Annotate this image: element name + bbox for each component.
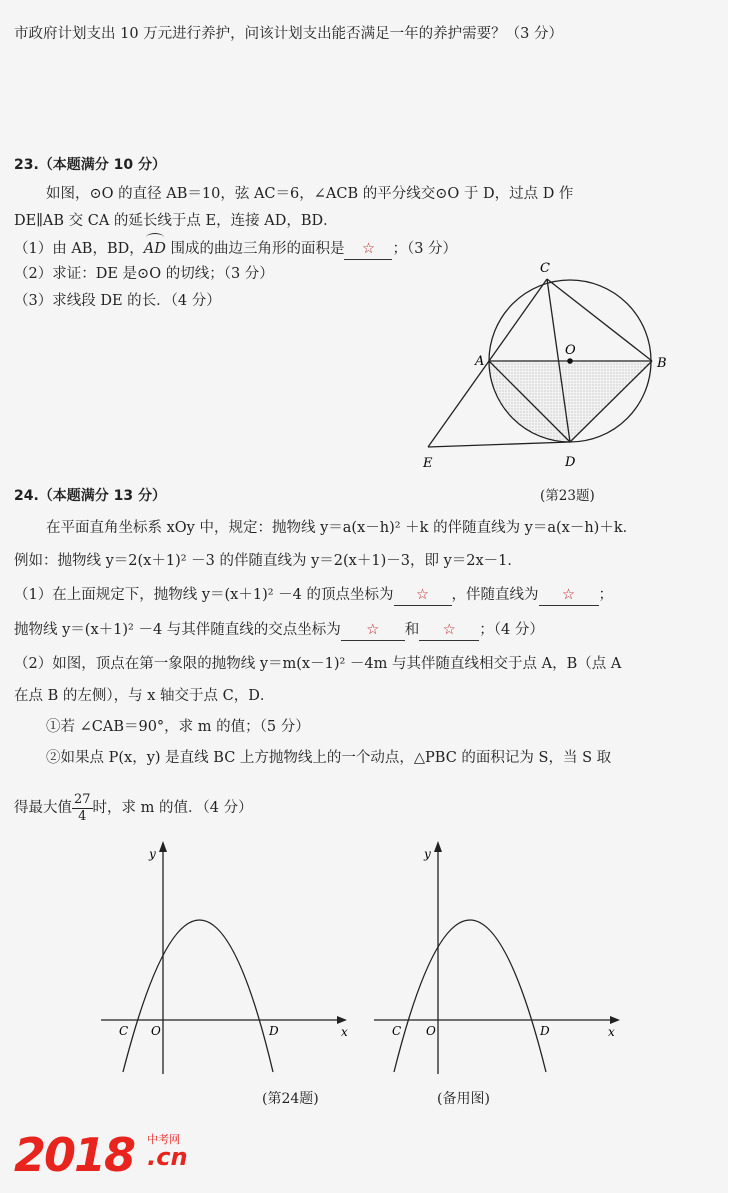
logo-text-group — [147, 1128, 187, 1169]
point-label-c: C — [119, 1024, 129, 1038]
site-logo[interactable] — [14, 1128, 188, 1182]
q23-header: 23.（本题满分 10 分） — [14, 157, 167, 173]
label-d: D — [565, 455, 576, 470]
q23-part1-suffix: ；（3 分） — [392, 241, 458, 257]
q24-definition-line2: 例如：抛物线 y＝2(x＋1)² －3 的伴随直线为 y＝2(x＋1)－3，即 y＝2x－1． — [14, 553, 522, 569]
logo-domain: .cn — [147, 1143, 188, 1171]
axis-label-y: y — [149, 847, 156, 861]
label-c: C — [540, 261, 550, 276]
parabola-curve — [394, 920, 546, 1072]
point-label-d: D — [269, 1024, 279, 1038]
q24-figure-spare — [368, 838, 628, 1078]
fraction-27-over-4 — [72, 792, 93, 825]
center-dot — [567, 358, 573, 364]
shaded-curved-triangle — [489, 361, 652, 442]
q23-part2: （2）求证：DE 是⊙O 的切线；（3 分） — [14, 266, 274, 282]
parabola-curve — [123, 920, 273, 1072]
q23-figure — [415, 255, 675, 475]
q24-part2-sub1: ①若 ∠CAB＝90°，求 m 的值；（5 分） — [46, 719, 310, 735]
segment-ae — [428, 361, 489, 447]
q24-part1-vertex-text: （1）在上面规定下，抛物线 y＝(x＋1)² －4 的顶点坐标为 — [14, 587, 394, 603]
q23-intro-line2: DE∥AB 交 CA 的延长线于点 E，连接 AD，BD． — [14, 213, 338, 229]
q24-part1-intersection-text: 抛物线 y＝(x＋1)² －4 与其伴随直线的交点坐标为 — [14, 622, 341, 638]
q24-part1-line-text: ，伴随直线为 — [451, 587, 539, 603]
q23-intro-line1: 如图，⊙O 的直径 AB＝10，弦 AC＝6，∠ACB 的平分线交⊙O 于 D，过点 D 作 — [46, 186, 574, 202]
axis-label-x: x — [608, 1025, 615, 1039]
axis-label-y: y — [424, 847, 431, 861]
q23-answer-blank[interactable]: ☆ — [344, 239, 392, 260]
q24-part2-sub2-cont — [14, 790, 253, 826]
q24-part2-sub2: ②如果点 P(x，y) 是直线 BC 上方抛物线上的一个动点，△PBC 的面积记为 S，当 S 取 — [46, 750, 612, 766]
logo-number: 2018 — [14, 1128, 135, 1182]
fraction-denominator: 4 — [78, 808, 87, 824]
segment-cb — [547, 279, 652, 361]
q24-part2-line1: （2）如图，顶点在第一象限的抛物线 y＝m(x－1)² －4m 与其伴随直线相交于点 A，B（点 A — [14, 656, 622, 672]
label-o: O — [565, 343, 576, 358]
arc-symbol-icon — [146, 233, 164, 242]
x-axis-arrow-icon — [337, 1016, 347, 1024]
y-axis-arrow-icon — [434, 841, 442, 852]
q24-max-text: 得最大值 — [14, 800, 72, 816]
q24-vertex-blank[interactable]: ☆ — [394, 585, 452, 606]
q23-part1-prefix: （1）由 AB，BD， — [14, 241, 144, 257]
x-axis-arrow-icon — [610, 1016, 620, 1024]
q24-header: 24.（本题满分 13 分） — [14, 488, 167, 504]
q24-figure-main — [95, 838, 355, 1078]
label-a: A — [475, 354, 485, 369]
q23-part1 — [14, 239, 457, 260]
q24-intersection-blank-1[interactable]: ☆ — [341, 620, 405, 641]
axis-label-x: x — [341, 1025, 348, 1039]
q24-part1-line2 — [14, 620, 544, 641]
q23-figure-caption: (第23题) — [540, 488, 595, 504]
origin-label: O — [426, 1024, 436, 1038]
q24-part1-line1-suffix: ； — [598, 587, 613, 603]
q24-definition-line1: 在平面直角坐标系 xOy 中，规定：抛物线 y＝a(x－h)² ＋k 的伴随直线为 y＝a(x－h)＋k． — [46, 520, 638, 536]
q23-part1-middle: 围成的曲边三角形的面积是 — [165, 241, 345, 257]
origin-label: O — [151, 1024, 161, 1038]
segment-ac — [489, 279, 547, 361]
q24-part1-line1 — [14, 585, 613, 606]
q24-figure-caption: (第24题) — [262, 1091, 319, 1107]
q23-part1-arc-label: AD — [143, 241, 166, 257]
point-label-d: D — [540, 1024, 550, 1038]
q23-part1-arc — [144, 239, 166, 259]
fraction-numerator: 27 — [74, 791, 91, 807]
q24-part2-line2: 在点 B 的左侧），与 x 轴交于点 C，D． — [14, 688, 275, 704]
segment-ed — [428, 442, 570, 447]
y-axis-arrow-icon — [159, 841, 167, 852]
q24-find-m-text: 时，求 m 的值．（4 分） — [92, 800, 253, 816]
q24-spare-figure-caption: (备用图) — [437, 1091, 490, 1107]
label-b: B — [657, 356, 667, 371]
q24-part1-line2-suffix: ；（4 分） — [479, 622, 544, 638]
q24-intersection-blank-2[interactable]: ☆ — [419, 620, 479, 641]
q24-companion-line-blank[interactable]: ☆ — [539, 585, 599, 606]
q24-part1-and: 和 — [404, 622, 420, 638]
logo-site-name: 中考网 — [147, 1133, 181, 1146]
label-e: E — [423, 456, 433, 471]
point-label-c: C — [392, 1024, 402, 1038]
previous-question-tail: 市政府计划支出 10 万元进行养护，问该计划支出能否满足一年的养护需要？（3 分） — [14, 26, 564, 42]
q23-part3: （3）求线段 DE 的长．（4 分） — [14, 293, 221, 309]
